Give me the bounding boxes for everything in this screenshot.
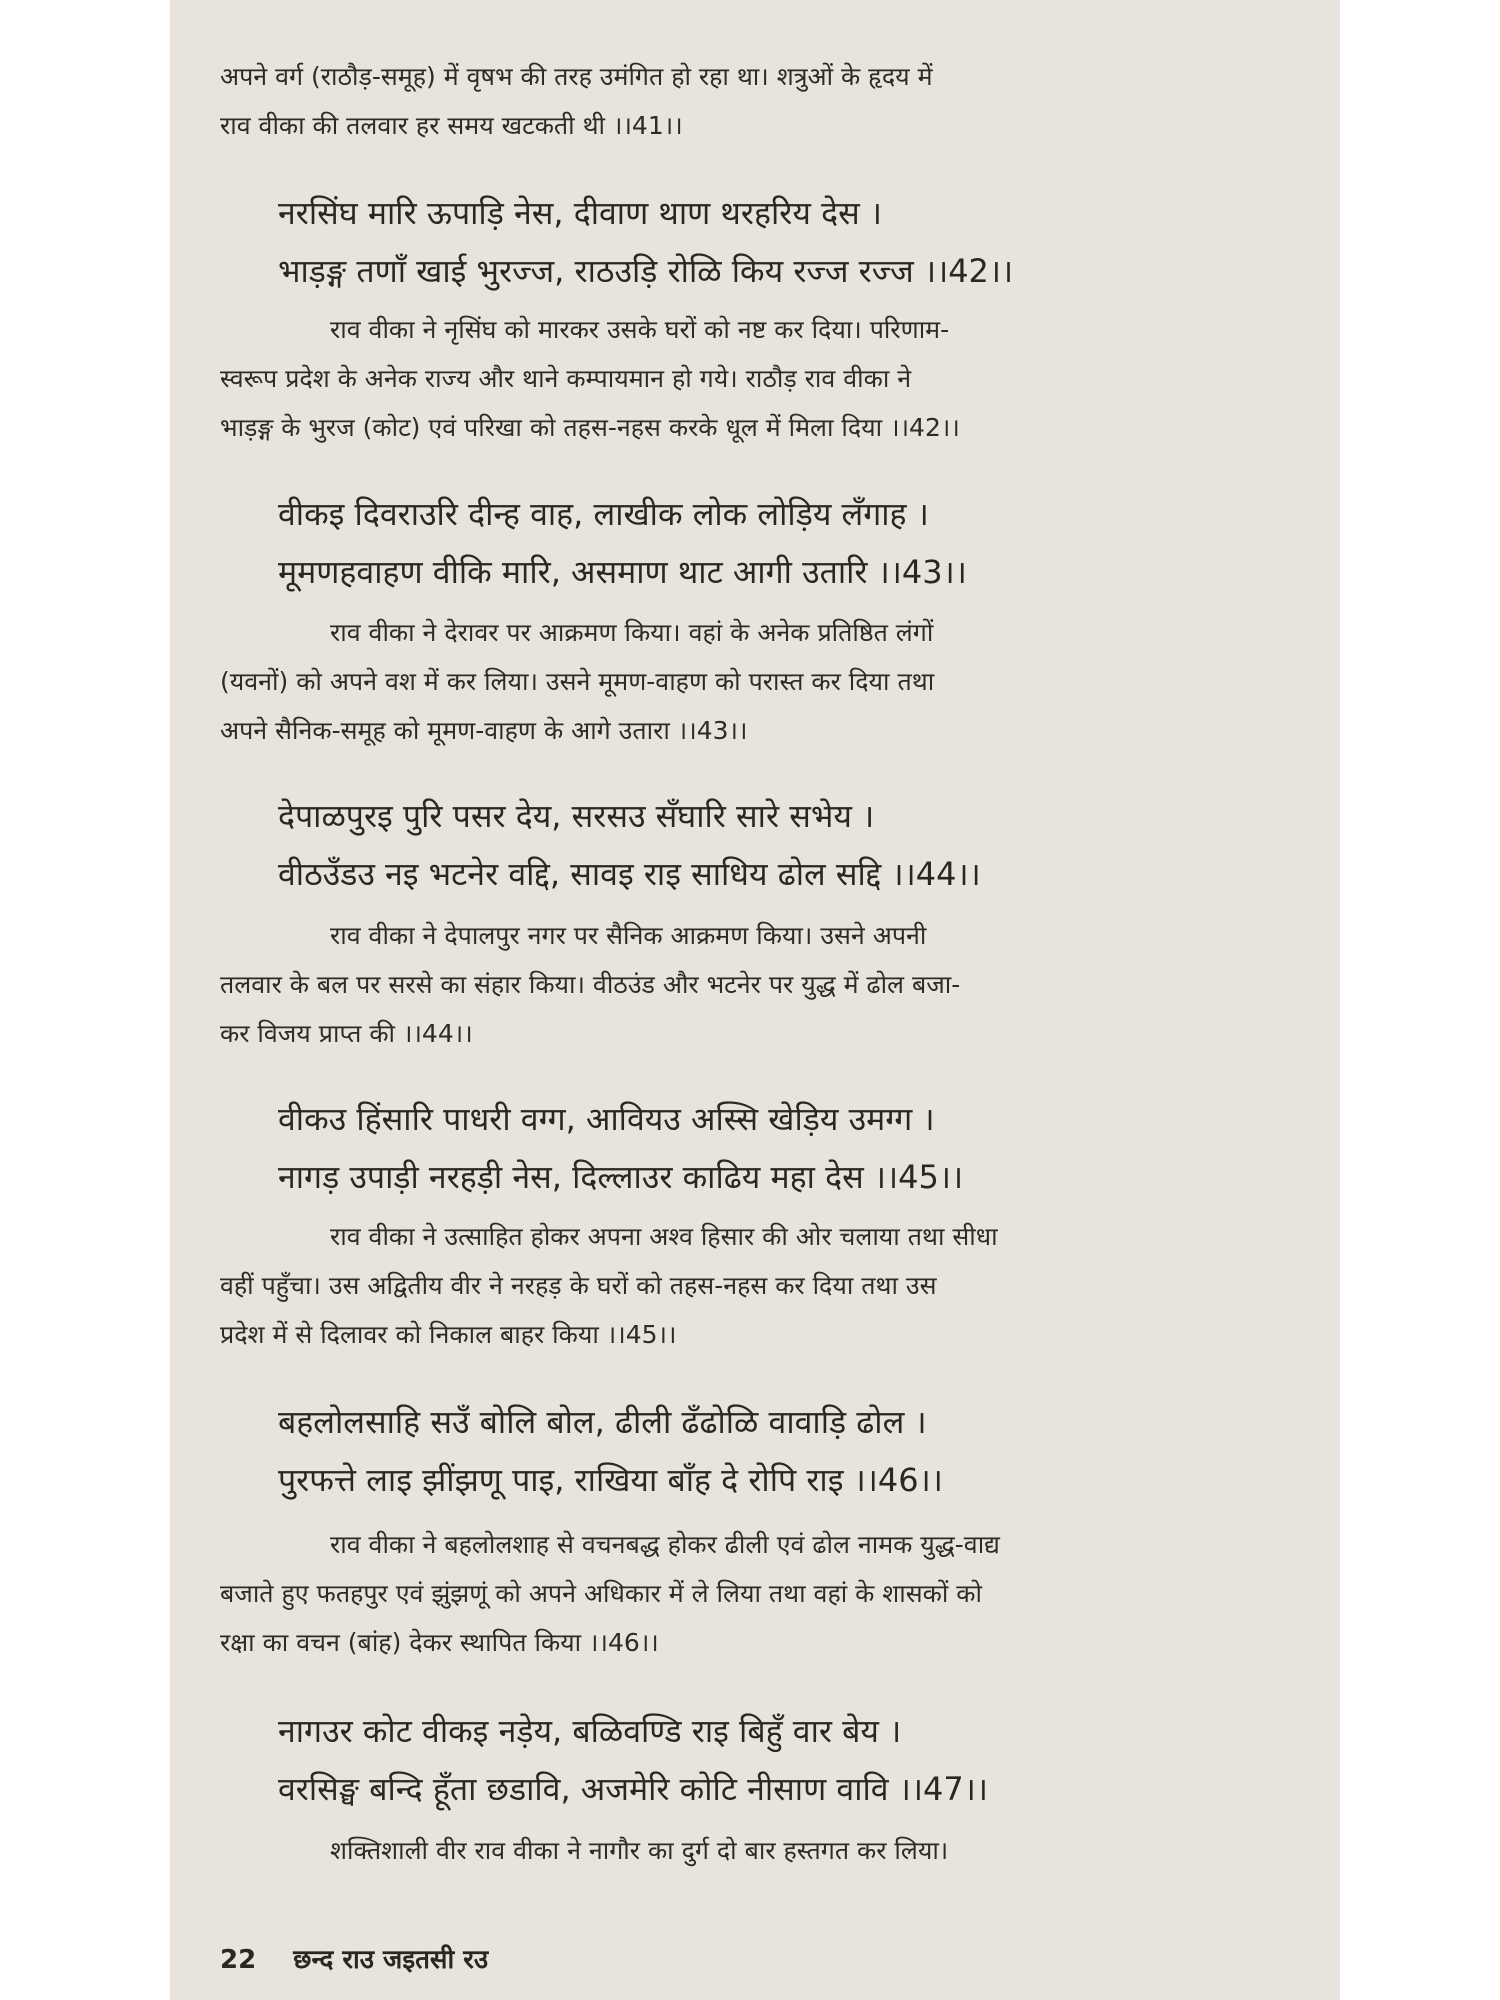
verse-line: वीकउ हिंसारि पाधरी वग्ग, आवियउ अस्सि खेड़िय उमग्ग ।	[278, 1100, 935, 1138]
commentary-line: अपने वर्ग (राठौड़-समूह) में वृषभ की तरह उमंगित हो रहा था। शत्रुओं के हृदय में	[220, 62, 933, 91]
verse-44	[278, 787, 1308, 903]
commentary-43	[220, 608, 1310, 755]
verse-line: नरसिंघ मारि ऊपाड़ि नेस, दीवाण थाण थरहरिय देस ।	[278, 194, 882, 232]
verse-line: नागड़ उपाड़ी नरहड़ी नेस, दिल्लाउर काढिय महा देस ।।45।।	[278, 1158, 964, 1196]
verse-line: बहलोलसाहि सउँ बोलि बोल, ढीली ढँढोळि वावाड़ि ढोल ।	[278, 1403, 927, 1441]
book-page	[170, 0, 1340, 2000]
commentary-line: तलवार के बल पर सरसे का संहार किया। वीठउंड और भटनेर पर युद्ध में ढोल बजा-	[220, 970, 961, 999]
page-number: 22	[220, 1945, 257, 1975]
commentary-46	[220, 1520, 1310, 1667]
commentary-line: रक्षा का वचन (बांह) देकर स्थापित किया ।।46।।	[220, 1628, 659, 1657]
commentary-41	[220, 52, 1310, 150]
verse-line: नागउर कोट वीकइ नड़ेय, बळिवण्डि राइ बिहुँ वार बेय ।	[278, 1712, 902, 1750]
commentary-line: राव वीका ने देरावर पर आक्रमण किया। वहां के अनेक प्रतिष्ठित लंगों	[330, 618, 934, 647]
commentary-line: कर विजय प्राप्त की ।।44।।	[220, 1019, 473, 1048]
commentary-line: राव वीका ने देपालपुर नगर पर सैनिक आक्रमण किया। उसने अपनी	[330, 921, 927, 950]
verse-47	[278, 1702, 1308, 1818]
commentary-line: राव वीका ने उत्साहित होकर अपना अश्व हिसार की ओर चलाया तथा सीधा	[330, 1222, 998, 1251]
commentary-line: वहीं पहुँचा। उस अद्वितीय वीर ने नरहड़ के घरों को तहस-नहस कर दिया तथा उस	[220, 1271, 937, 1300]
commentary-line: राव वीका ने नृसिंघ को मारकर उसके घरों को नष्ट कर दिया। परिणाम-	[330, 315, 950, 344]
verse-43	[278, 485, 1308, 601]
commentary-line: राव वीका की तलवार हर समय खटकती थी ।।41।।	[220, 111, 683, 140]
verse-46	[278, 1393, 1308, 1509]
verse-line: भाड़ङ्ग तणाँ खाई भुरज्ज, राठउड़ि रोळि किय रज्ज रज्ज ।।42।।	[278, 252, 1014, 290]
commentary-line: प्रदेश में से दिलावर को निकाल बाहर किया ।।45।।	[220, 1320, 677, 1349]
verse-line: वीकइ दिवराउरि दीन्ह वाह, लाखीक लोक लोड़िय लँगाह ।	[278, 495, 929, 533]
commentary-47	[220, 1826, 1310, 1875]
verse-line: मूमणहवाहण वीकि मारि, असमाण थाट आगी उतारि ।।43।।	[278, 553, 967, 591]
commentary-line: अपने सैनिक-समूह को मूमण-वाहण के आगे उतारा ।।43।।	[220, 716, 748, 745]
commentary-line: बजाते हुए फतहपुर एवं झुंझणूं को अपने अधिकार में ले लिया तथा वहां के शासकों को	[220, 1579, 982, 1608]
verse-line: वीठउँडउ नइ भटनेर वद्दि, सावइ राइ साधिय ढोल सद्दि ।।44।।	[278, 855, 981, 893]
commentary-line: राव वीका ने बहलोलशाह से वचनबद्ध होकर ढीली एवं ढोल नामक युद्ध-वाद्य	[330, 1530, 1000, 1559]
commentary-line: स्वरूप प्रदेश के अनेक राज्य और थाने कम्पायमान हो गये। राठौड़ राव वीका ने	[220, 364, 912, 393]
verse-line: वरसिङ्घ बन्दि हूँता छडावि, अजमेरि कोटि नीसाण वावि ।।47।।	[278, 1770, 988, 1808]
page-footer	[220, 1940, 488, 1976]
running-title: छन्द राउ जइतसी रउ	[293, 1945, 489, 1975]
commentary-line: (यवनों) को अपने वश में कर लिया। उसने मूमण-वाहण को परास्त कर दिया तथा	[220, 667, 935, 696]
verse-45	[278, 1090, 1308, 1206]
verse-42	[278, 184, 1308, 300]
commentary-42	[220, 305, 1310, 452]
verse-line: देपाळपुरइ पुरि पसर देय, सरसउ सँघारि सारे सभेय ।	[278, 797, 875, 835]
verse-line: पुरफत्ते लाइ झींझणू पाइ, राखिया बाँह दे रोपि राइ ।।46।।	[278, 1461, 943, 1499]
commentary-line: भाड़ङ्ग के भुरज (कोट) एवं परिखा को तहस-नहस करके धूल में मिला दिया ।।42।।	[220, 413, 960, 442]
commentary-45	[220, 1212, 1310, 1359]
commentary-44	[220, 911, 1310, 1058]
commentary-line: शक्तिशाली वीर राव वीका ने नागौर का दुर्ग दो बार हस्तगत कर लिया।	[330, 1836, 949, 1865]
